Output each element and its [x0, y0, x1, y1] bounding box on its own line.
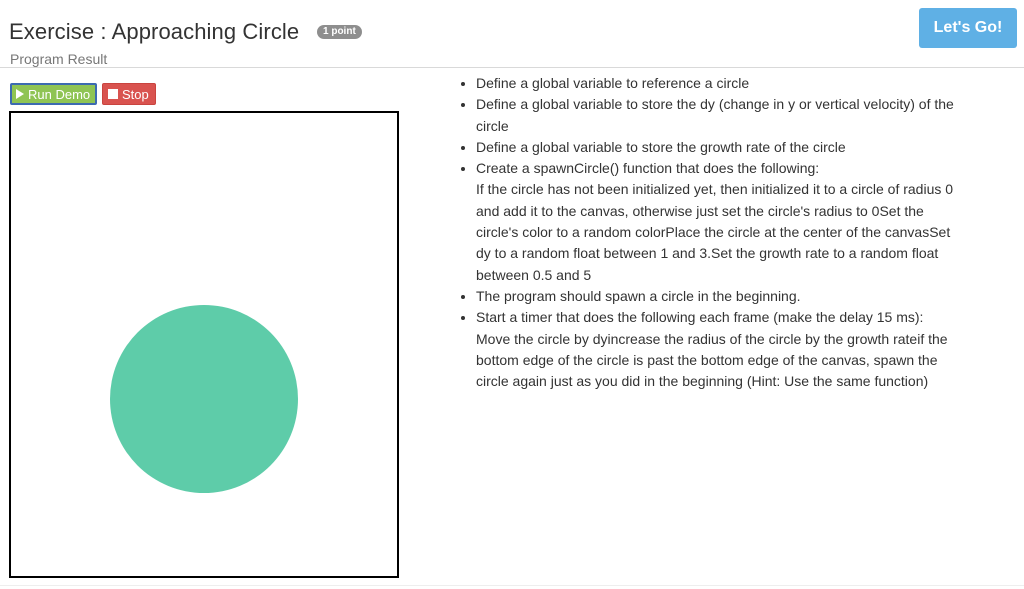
instruction-item — [476, 158, 958, 286]
play-icon — [16, 89, 24, 99]
instruction-item — [476, 73, 958, 94]
page-title: Exercise : Approaching Circle — [9, 19, 300, 44]
instruction-text: The program should spawn a circle in the beginning. — [476, 287, 801, 304]
points-badge: 1 point — [317, 25, 362, 39]
program-result-text: Program Result — [10, 51, 108, 67]
instruction-item — [476, 94, 958, 137]
instruction-text: Start a timer that does the following each frame (make the delay 15 ms): — [476, 309, 924, 326]
demo-canvas-svg — [11, 113, 397, 576]
instruction-item — [476, 137, 958, 158]
instruction-text: Create a spawnCircle() function that does the following: — [476, 160, 820, 177]
program-result-label — [10, 51, 108, 70]
stop-button[interactable] — [102, 83, 156, 105]
demo-circle — [110, 305, 298, 493]
instruction-text: Define a global variable to store the dy (change in y or vertical velocity) of the circle — [476, 96, 954, 134]
bottom-divider — [0, 585, 1024, 586]
stop-icon — [108, 89, 118, 99]
instruction-text: Define a global variable to store the growth rate of the circle — [476, 138, 846, 155]
run-demo-button[interactable] — [10, 83, 97, 105]
instruction-subtext: If the circle has not been initialized yet, then initialized it to a circle of radius 0 and add it to the canvas, otherwise just set the circle's radius to 0Set the circle's color to a random colorPlace the circle at the center of the canvasSet dy to a random float between 1 and 3.Set the growth rate to a random float between 0.5 and 5 — [476, 181, 954, 283]
instruction-subtext: Move the circle by dyincrease the radius of the circle by the growth rateif the bottom edge of the circle is past the bottom edge of the canvas, spawn the circle again just as you did in the beginning (Hint: Use the same function) — [476, 330, 948, 390]
instructions-list — [458, 73, 958, 392]
instruction-item — [476, 286, 958, 307]
stop-label: Stop — [122, 86, 149, 102]
instruction-text: Define a global variable to reference a circle — [476, 75, 750, 91]
instruction-item — [476, 307, 958, 392]
header-bar — [0, 0, 1024, 68]
instructions-panel — [458, 73, 958, 392]
demo-canvas — [9, 111, 399, 578]
lets-go-button[interactable]: Let's Go! — [919, 8, 1017, 48]
run-demo-label: Run Demo — [28, 86, 91, 102]
